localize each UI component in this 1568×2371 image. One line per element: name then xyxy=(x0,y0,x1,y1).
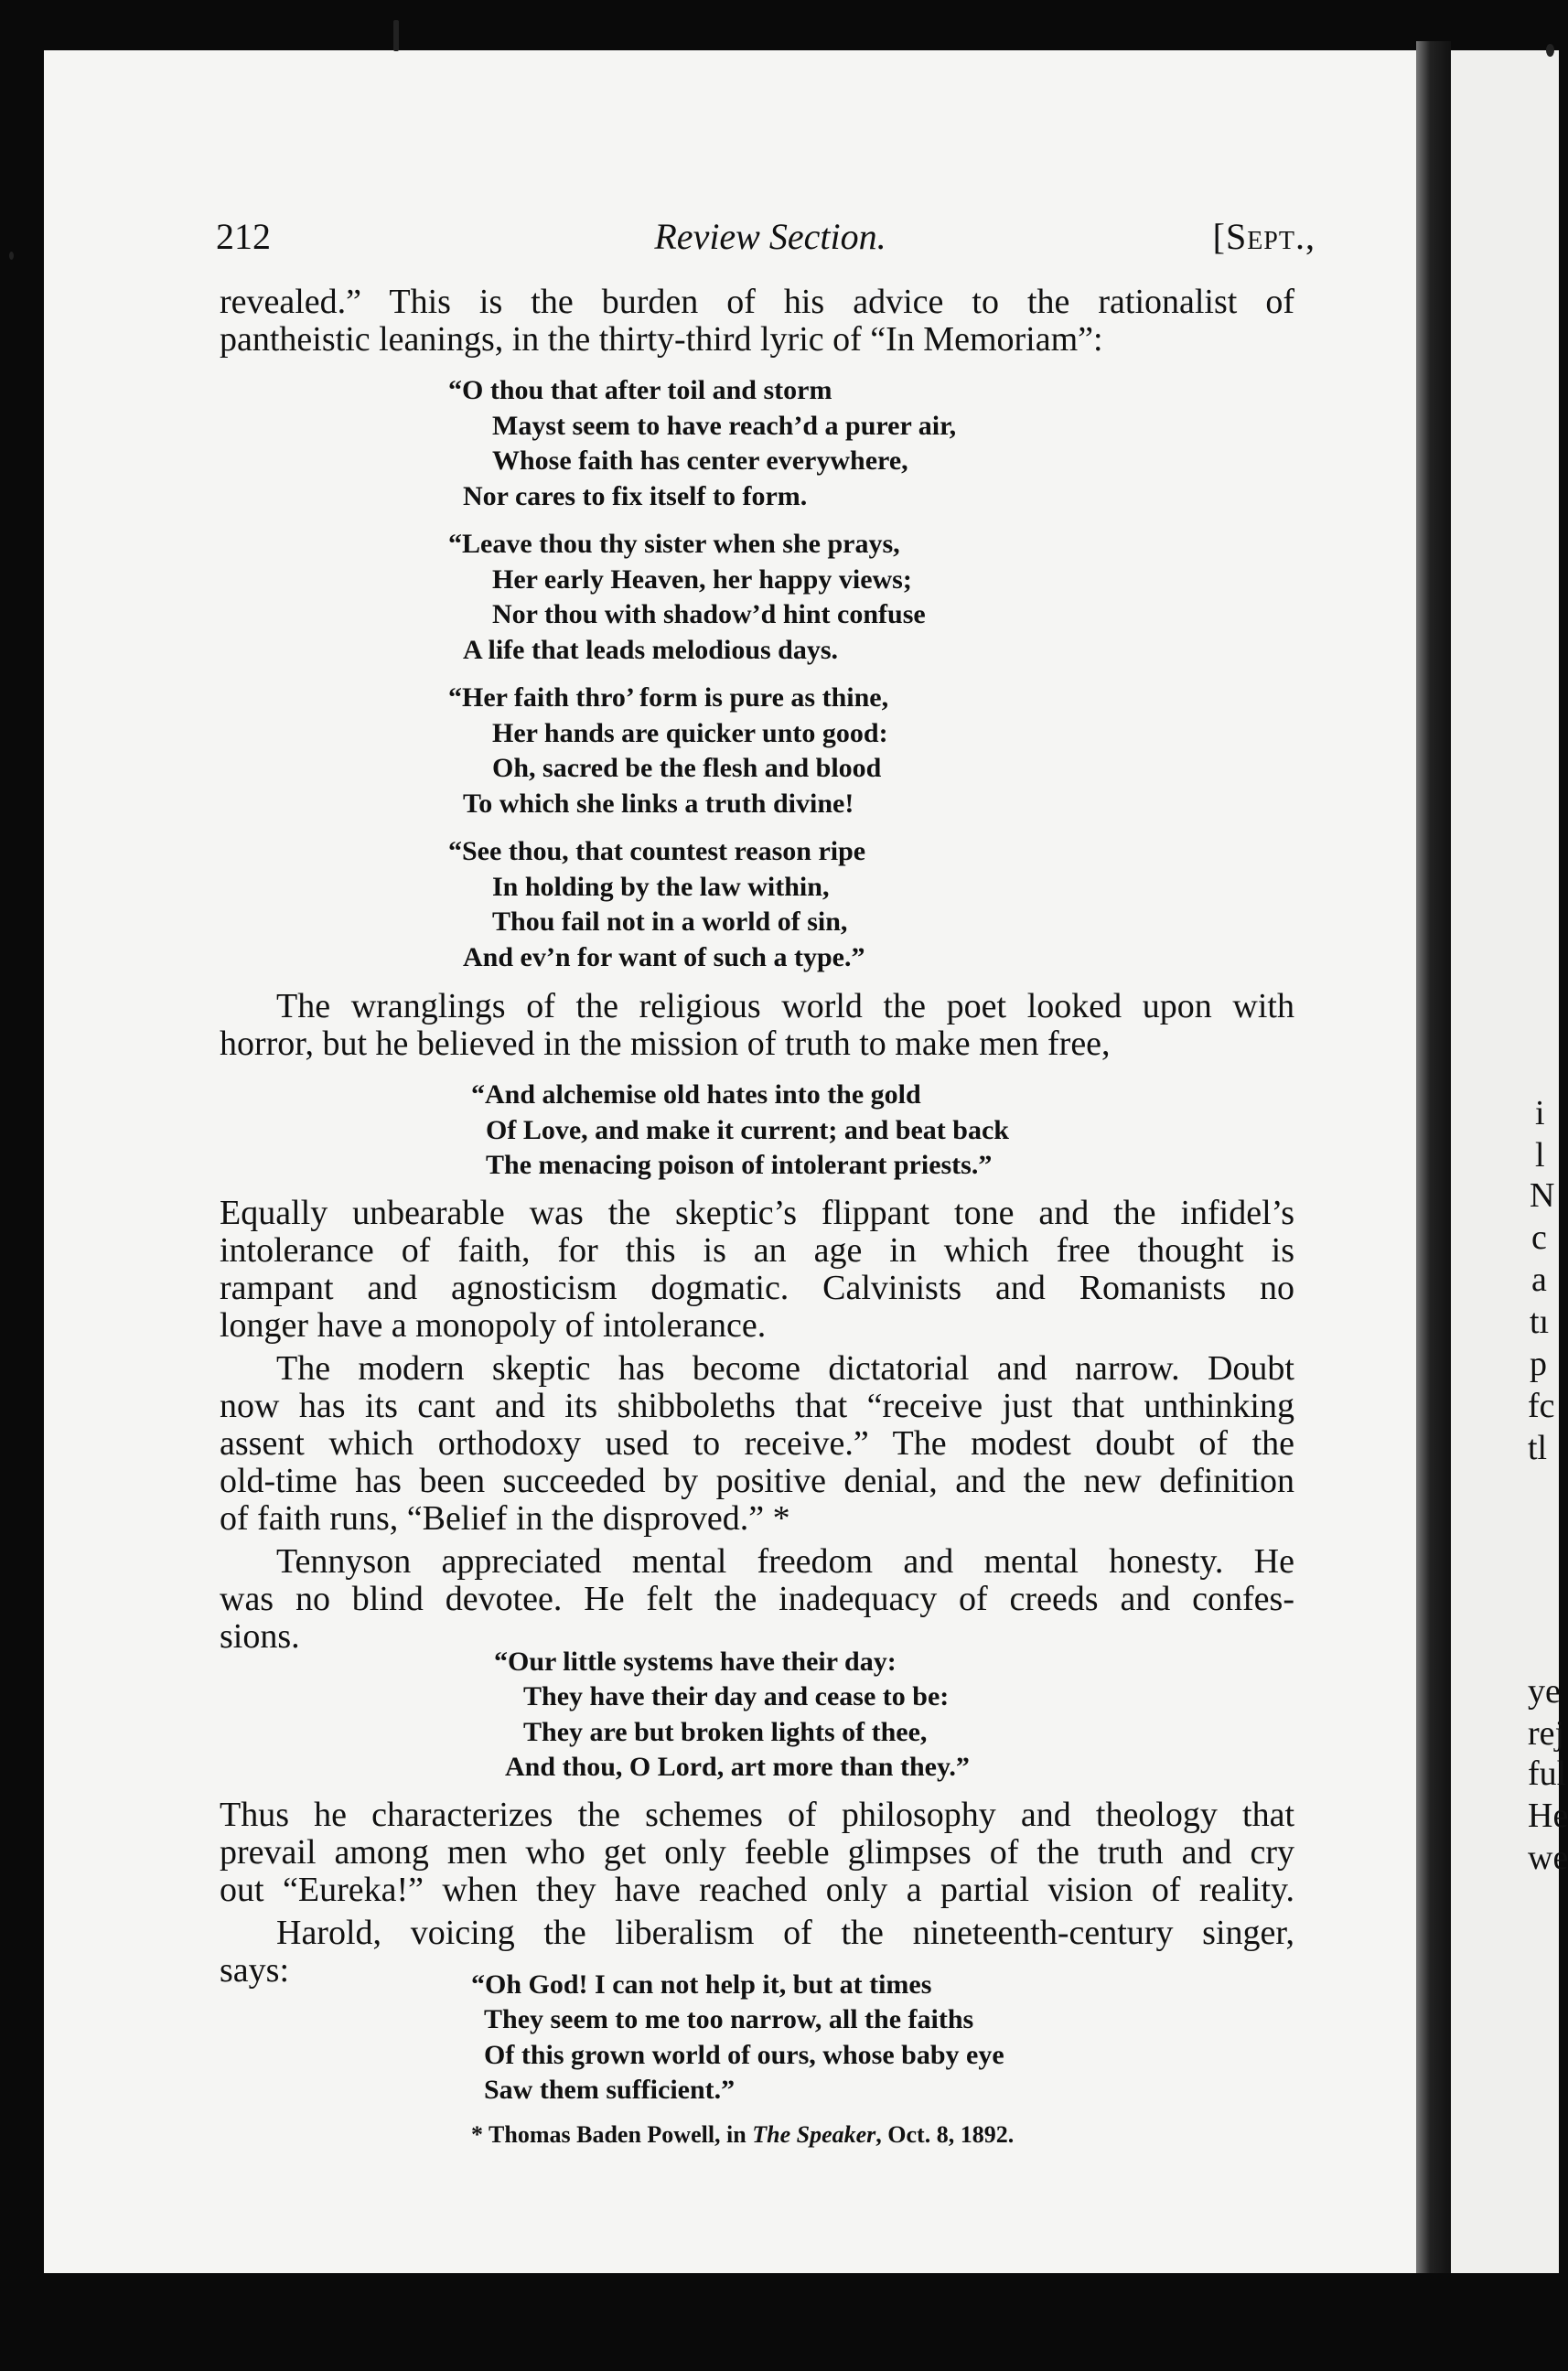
paragraph-6 xyxy=(220,1797,1294,1909)
paragraph-5 xyxy=(220,1543,1294,1656)
verse-line: “And alchemise old hates into the gold xyxy=(471,1079,921,1110)
facing-page-fragment: c xyxy=(1531,1218,1547,1257)
text-line: out “Eureka!” when they have reached only a partial vision of reality. xyxy=(220,1870,1294,1909)
text-line: sions. xyxy=(220,1616,300,1656)
verse-line: Mayst seem to have reach’d a purer air, xyxy=(492,410,957,441)
text-line: The modern skeptic has become dictatorial and narrow. Doubt xyxy=(276,1348,1294,1388)
book-spine xyxy=(1416,41,1451,2273)
stanza-2 xyxy=(448,527,1294,668)
text-line: says: xyxy=(220,1950,289,1990)
facing-page-fragment: we xyxy=(1528,1839,1568,1877)
scan-speck xyxy=(9,252,14,260)
verse-in-memoriam xyxy=(448,373,1294,975)
stanza-3 xyxy=(448,681,1294,821)
verse-line: They are but broken lights of thee, xyxy=(523,1716,928,1747)
section-label: [Sept., xyxy=(1212,216,1316,257)
verse-line: And thou, O Lord, art more than they.” xyxy=(505,1752,970,1782)
text-line: horror, but he believed in the mission of truth to make men free, xyxy=(220,1025,1111,1063)
verse-line: Nor thou with shadow’d hint confuse xyxy=(492,599,926,629)
facing-page-fragment: tı xyxy=(1530,1303,1550,1341)
stanza-1 xyxy=(448,373,1294,514)
text-line: The wranglings of the religious world the poet looked upon with xyxy=(276,987,1294,1025)
running-head: Review Section. xyxy=(654,216,886,257)
text-line: assent which orthodoxy used to receive.” The modest doubt of the xyxy=(220,1423,1294,1463)
verse-line: “Her faith thro’ form is pure as thine, xyxy=(448,682,889,713)
text-line: Equally unbearable was the skeptic’s flippant tone and the infidel’s xyxy=(220,1193,1294,1232)
verse-line: “See thou, that countest reason ripe xyxy=(448,836,866,866)
facing-page-fragment: He xyxy=(1528,1797,1568,1835)
footnote-source: The Speaker xyxy=(752,2120,876,2148)
verse-line: A life that leads melodious days. xyxy=(463,634,839,665)
text-line: Thus he characterizes the schemes of philosophy and theology that xyxy=(220,1795,1294,1834)
verse-line: Of Love, and make it current; and beat back xyxy=(486,1114,1009,1145)
verse-harold xyxy=(471,1968,1294,2153)
verse-line: Her early Heaven, her happy views; xyxy=(492,563,912,595)
text-line: Tennyson appreciated mental freedom and mental honesty. He xyxy=(276,1541,1294,1581)
facing-page-fragment: ful xyxy=(1528,1754,1567,1793)
facing-page-fragment: N xyxy=(1530,1176,1555,1215)
text-line: rampant and agnosticism dogmatic. Calvinists and Romanists no xyxy=(220,1268,1294,1307)
verse-line: Saw them sufficient.” xyxy=(484,2075,736,2105)
verse-line: And ev’n for want of such a type.” xyxy=(463,941,865,972)
verse-line: Her hands are quicker unto good: xyxy=(492,717,888,748)
verse-alchemise xyxy=(471,1078,1294,1184)
verse-line: They have their day and cease to be: xyxy=(523,1681,950,1711)
verse-line: Whose faith has center everywhere, xyxy=(492,445,908,476)
stanza-4 xyxy=(448,834,1294,975)
verse-line: “O thou that after toil and storm xyxy=(448,375,832,405)
page-number: 212 xyxy=(216,216,271,257)
page-header xyxy=(216,215,1325,270)
text-line: longer have a monopoly of intolerance. xyxy=(220,1305,767,1345)
facing-page-fragment: a xyxy=(1531,1261,1547,1299)
verse-line: To which she links a truth divine! xyxy=(463,788,854,819)
facing-page-fragment: rej xyxy=(1528,1714,1565,1753)
facing-page-fragment: p xyxy=(1530,1345,1547,1383)
text-line: was no blind devotee. He felt the inadequacy of creeds and confes- xyxy=(220,1579,1294,1618)
text-line: intolerance of faith, for this is an age in which free thought is xyxy=(220,1230,1294,1270)
verse-line: “Our little systems have their day: xyxy=(494,1646,897,1677)
paragraph-1 xyxy=(220,284,1294,359)
text-line: Harold, voicing the liberalism of the nineteenth-century singer, xyxy=(276,1913,1294,1952)
page-body xyxy=(220,284,1294,2163)
verse-line: Thou fail not in a world of sin, xyxy=(492,907,848,937)
verse-line: They seem to me too narrow, all the faiths xyxy=(484,2004,974,2034)
verse-line: Of this grown world of ours, whose baby eye xyxy=(484,2039,1004,2070)
text-line: prevail among men who get only feeble glimpses of the truth and cry xyxy=(220,1832,1294,1872)
verse-line: “Oh God! I can not help it, but at times xyxy=(471,1969,932,2000)
text-line: now has its cant and its shibboleths that “receive just that unthinking xyxy=(220,1386,1294,1425)
footnote xyxy=(471,2118,1294,2153)
verse-little-systems xyxy=(494,1645,1294,1786)
verse-line: Nor cares to fix itself to form. xyxy=(463,480,808,511)
footnote-prefix: * Thomas Baden Powell, in xyxy=(471,2120,753,2148)
verse-line: “Leave thou thy sister when she prays, xyxy=(448,529,900,559)
verse-line: The menacing poison of intolerant priests.” xyxy=(486,1150,993,1180)
verse-line: Oh, sacred be the flesh and blood xyxy=(492,753,882,783)
scan-speck xyxy=(393,20,399,51)
facing-page-fragment: i xyxy=(1535,1094,1545,1132)
paragraph-2 xyxy=(220,988,1294,1063)
facing-page-fragment: tl xyxy=(1528,1429,1548,1467)
facing-page-fragment: ye xyxy=(1528,1672,1561,1711)
text-line: revealed.” This is the burden of his advice to the rationalist of xyxy=(220,283,1294,321)
text-line: pantheistic leanings, in the thirty-third lyric of “In Memoriam”: xyxy=(220,320,1103,359)
footnote-suffix: , Oct. 8, 1892. xyxy=(875,2120,1015,2148)
facing-page-edge xyxy=(1451,50,1568,2273)
paragraph-4 xyxy=(220,1350,1294,1538)
text-line: old-time has been succeeded by positive denial, and the new definition xyxy=(220,1461,1294,1500)
text-line: of faith runs, “Belief in the disproved.” * xyxy=(220,1498,790,1538)
scan-speck xyxy=(1546,44,1554,57)
facing-page-fragment: l xyxy=(1535,1136,1545,1175)
paragraph-3 xyxy=(220,1195,1294,1345)
verse-line: In holding by the law within, xyxy=(492,871,830,902)
facing-page-fragment: fc xyxy=(1528,1387,1555,1425)
